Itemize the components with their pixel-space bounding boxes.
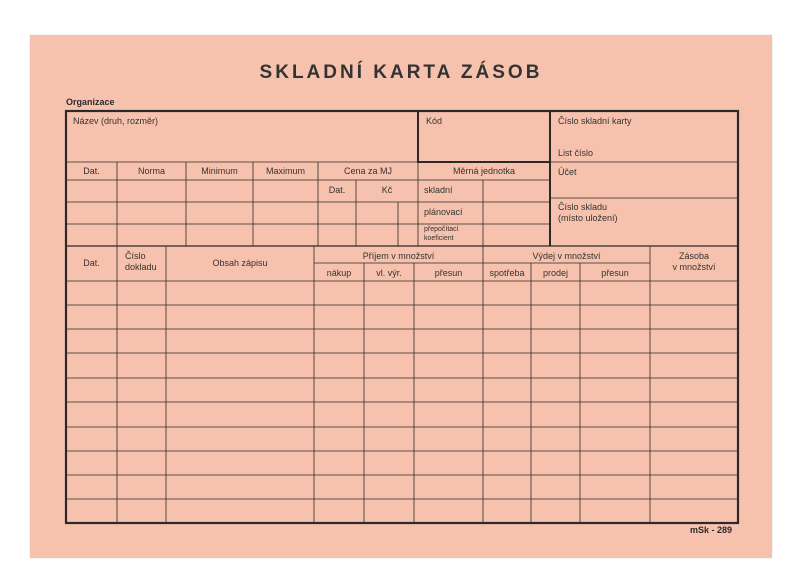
card-number-label: Číslo skladní karty: [558, 116, 632, 126]
unit-planning-label: plánovací: [424, 207, 463, 217]
form-grid: [30, 35, 772, 558]
form-code: mSk - 289: [690, 525, 733, 535]
stock-line1-label: Zásoba: [678, 251, 710, 261]
issue-sale-label: prodej: [542, 268, 569, 278]
conversion-line2-label: koeficient: [424, 235, 454, 242]
doc-number-line2-label: dokladu: [125, 262, 157, 272]
norm-label: Norma: [137, 166, 165, 176]
ledger-date-label: Dat.: [83, 258, 100, 268]
warehouse-number-label: Číslo skladu: [558, 202, 608, 212]
doc-number-line1-label: Číslo: [125, 251, 146, 261]
unit-warehouse-label: skladní: [424, 185, 453, 195]
price-date-label: Dat.: [328, 185, 346, 195]
receipt-purchase-label: nákup: [326, 268, 352, 278]
price-per-unit-label: Cena za MJ: [343, 166, 393, 176]
code-label: Kód: [426, 116, 443, 126]
account-label: Účet: [558, 167, 577, 177]
stock-card-form: [30, 35, 772, 558]
price-czk-label: Kč: [381, 185, 393, 195]
warehouse-location-label: (místo uložení): [558, 213, 618, 223]
norms-date-label: Dat.: [83, 166, 100, 176]
form-title: SKLADNÍ KARTA ZÁSOB: [259, 62, 543, 83]
receipt-own-label: vl. výr.: [376, 268, 402, 278]
receipt-transfer-label: přesun: [434, 268, 463, 278]
sheet-number-label: List číslo: [558, 148, 594, 158]
issue-consumption-label: spotřeba: [489, 268, 525, 278]
maximum-label: Maximum: [265, 166, 305, 176]
unit-of-measure-label: Měrná jednotka: [452, 166, 516, 176]
issue-transfer-label: přesun: [601, 268, 629, 278]
minimum-label: Minimum: [201, 166, 238, 176]
receipt-group-label: Příjem v množství: [362, 251, 435, 261]
stock-line2-label: v množství: [672, 262, 716, 272]
organization-label: Organizace: [66, 97, 115, 107]
issue-group-label: Výdej v množství: [532, 251, 601, 261]
conversion-line1-label: přepočítací: [424, 226, 459, 233]
content-label: Obsah zápisu: [212, 258, 268, 268]
name-label: Název (druh, rozměr): [73, 116, 159, 126]
